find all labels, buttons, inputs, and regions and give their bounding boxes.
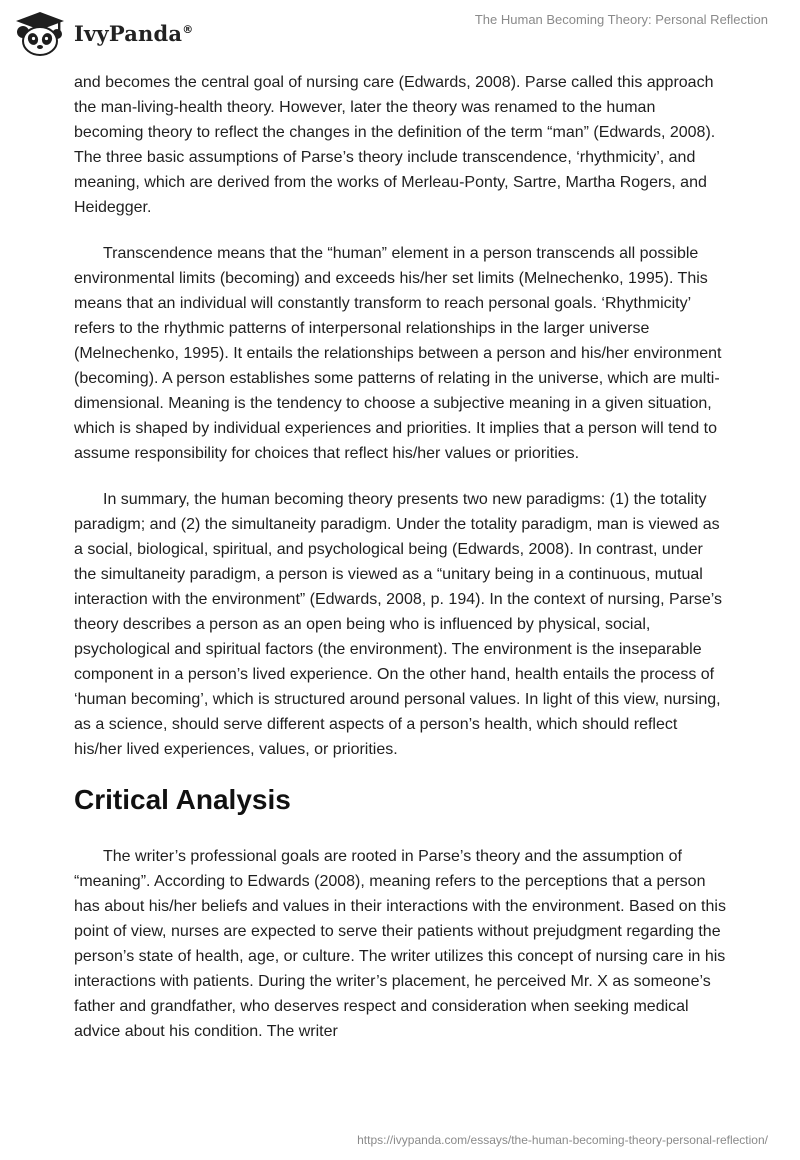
source-url[interactable]: https://ivypanda.com/essays/the-human-becoming-theory-personal-reflection/ <box>357 1133 768 1147</box>
essay-body <box>74 70 728 1065</box>
paragraph-1: and becomes the central goal of nursing care (Edwards, 2008). Parse called this approach the man-living-health theory. However, later the theory was renamed to the human becoming theory to reflect the changes in the definition of the term “man” (Edwards, 2008). The three basic assumptions of Parse’s theory include transcendence, ‘rhythmicity’, and meaning, which are derived from the works of Merleau-Ponty, Sartre, Martha Rogers, and Heidegger. <box>74 74 716 216</box>
brand-logo[interactable] <box>14 10 193 56</box>
brand-name: IvyPanda® <box>74 20 194 46</box>
page-header <box>0 0 800 66</box>
panda-graduation-cap-icon <box>14 10 66 56</box>
document-title: The Human Becoming Theory: Personal Reflection <box>474 12 768 27</box>
registered-mark: ® <box>182 22 194 36</box>
paragraph-4: The writer’s professional goals are rooted in Parse’s theory and the assumption of “meaning”. According to Edwards (2008), meaning refers to the perceptions that a person has about his/her beliefs and values in their interactions with the environment. Based on this point of view, nurses are expected to serve their patients without prejudgment regarding the person’s state of health, age, or culture. The writer utilizes this concept of nursing care in his interactions with patients. During the writer’s placement, he perceived Mr. X as someone’s father and grandfather, who deserves respect and consideration when seeking medical advice about his condition. The writer <box>74 848 726 1040</box>
paragraph-2: Transcendence means that the “human” element in a person transcends all possible environmental limits (becoming) and exceeds his/her set limits (Melnechenko, 1995). This means that an individual will constantly transform to reach personal goals. ‘Rhythmicity’ refers to the rhythmic patterns of interpersonal relationships in the larger universe (Melnechenko, 1995). It entails the relationships between a person and his/her environment (becoming). A person establishes some patterns of relating in the universe, which are multi-dimensional. Meaning is the tendency to choose a subjective meaning in a given situation, which is shaped by individual experiences and priorities. It implies that a person will tend to assume responsibility for choices that reflect his/her values or priorities. <box>74 245 722 462</box>
section-heading: Critical Analysis <box>74 784 291 815</box>
paragraph-3: In summary, the human becoming theory presents two new paradigms: (1) the totality paradigm; and (2) the simultaneity paradigm. Under the totality paradigm, man is viewed as a social, biological, spiritual, and psychological being (Edwards, 2008). In contrast, under the simultaneity paradigm, a person is viewed as a “unitary being in a continuous, mutual interaction with the environment” (Edwards, 2008, p. 194). In the context of nursing, Parse’s theory describes a person as an open being who is influenced by physical, social, psychological and spiritual factors (the environment). The environment is the inseparable component in a person’s lived experience. On the other hand, health entails the process of ‘human becoming’, which is structured around personal values. In light of this view, nursing, as a science, should serve different aspects of a person’s health, which should reflect his/her lived experiences, values, or priorities. <box>74 491 723 758</box>
